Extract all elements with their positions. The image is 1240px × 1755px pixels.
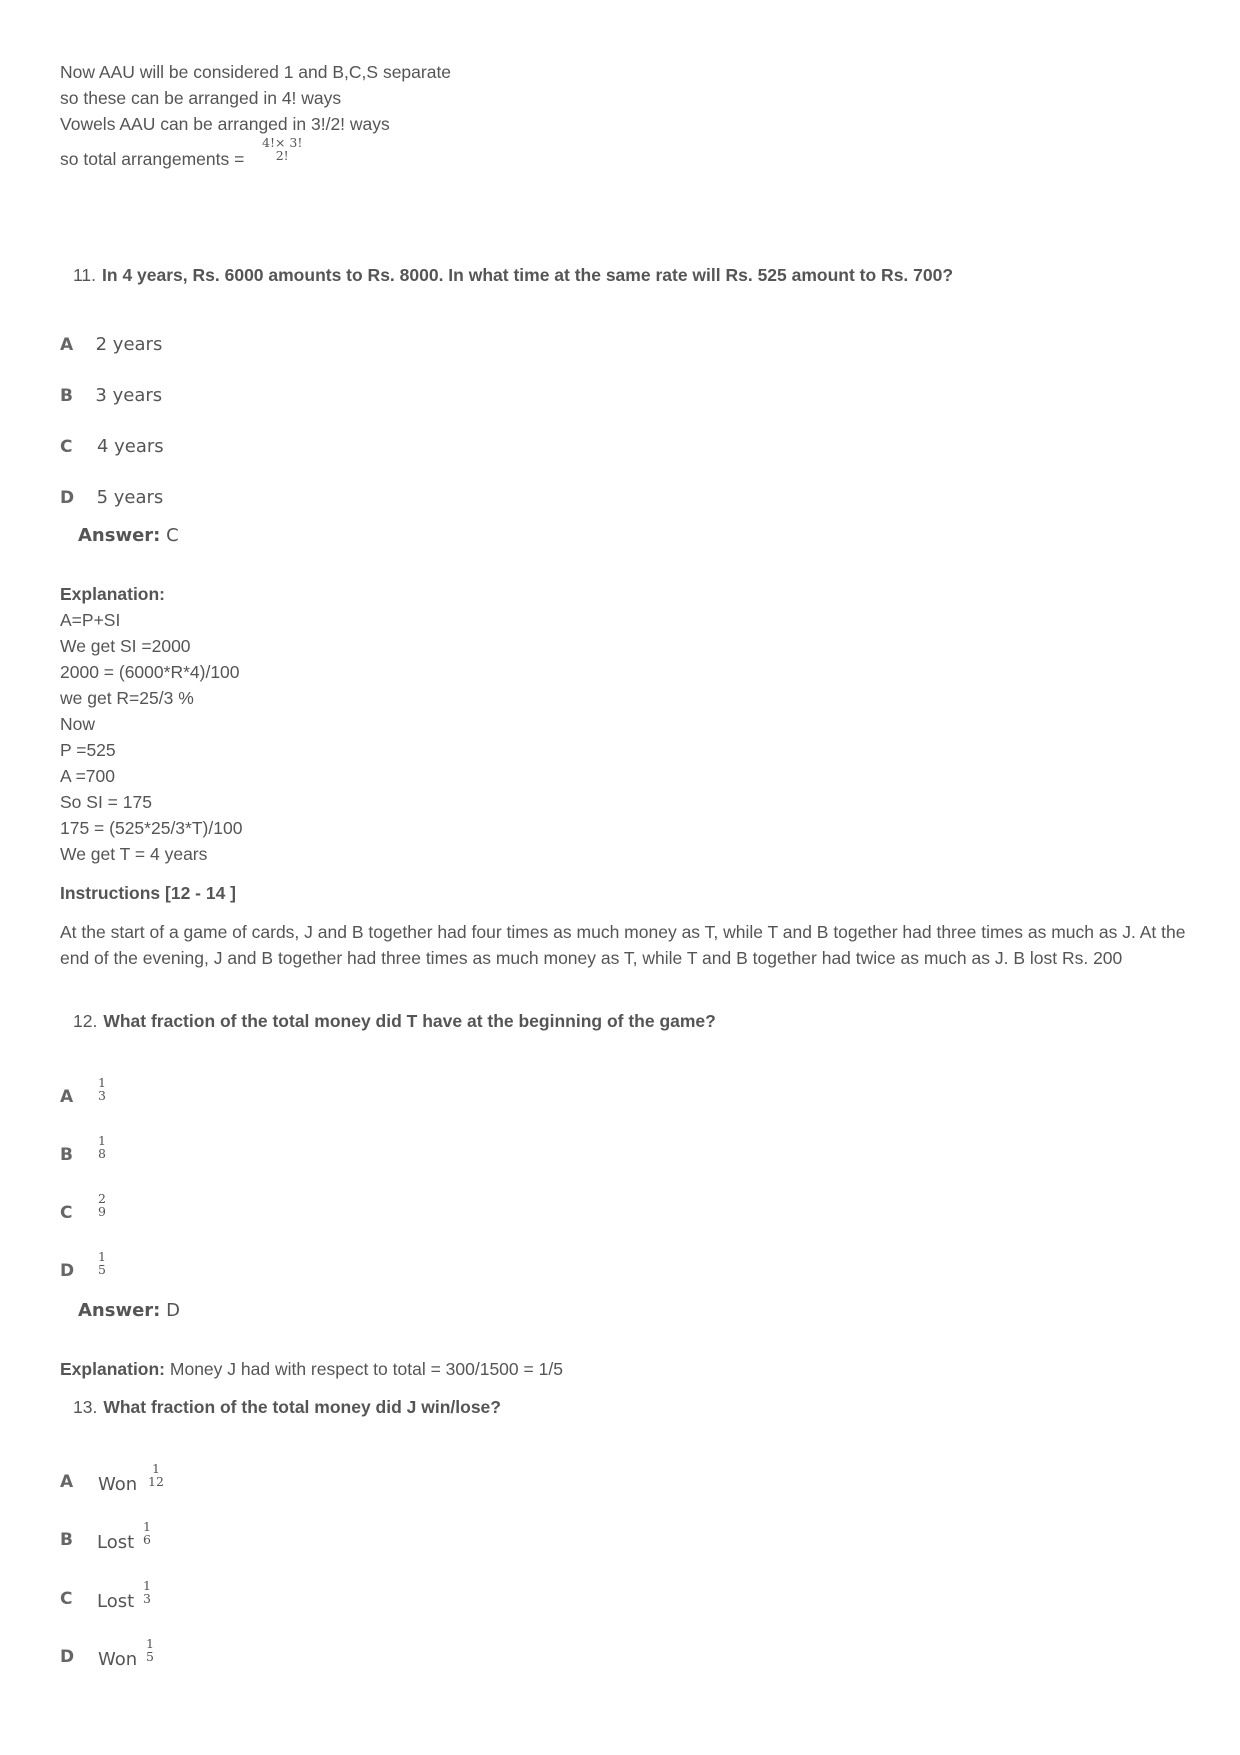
option-a[interactable] (60, 1087, 73, 1107)
question-number: 12. (73, 1011, 98, 1031)
fraction-denominator: 5 (146, 1649, 154, 1664)
question-11 (73, 265, 953, 286)
option-fraction (98, 1076, 106, 1102)
arrangements-fraction (262, 136, 302, 162)
explanation-text: Money J had with respect to total = 300/1500 = 1/5 (169, 1359, 563, 1379)
explanation-line: 175 = (525*25/3*T)/100 (60, 818, 243, 838)
option-fraction (143, 1520, 151, 1546)
question-number: 13. (73, 1397, 98, 1417)
explanation-line: P =525 (60, 740, 116, 760)
option-d[interactable] (60, 1647, 74, 1667)
answer-label: Answer: (78, 1300, 161, 1321)
fraction-numerator: 1 (143, 1519, 151, 1534)
option-b[interactable] (60, 1145, 73, 1165)
option-fraction (98, 1250, 106, 1276)
answer-value: C (166, 525, 179, 546)
instructions-text: At the start of a game of cards, J and B together had four times as much money as T, while T and B together had three times as much as J. At the end of the evening, J and B together had three times as much money as T, while T and B together had twice as much as J. B lost Rs. 200 (60, 922, 1186, 968)
fraction-numerator: 1 (151, 1461, 160, 1476)
question-text: In 4 years, Rs. 6000 amounts to Rs. 8000. In what time at the same rate will Rs. 525 amount to Rs. 700? (102, 265, 954, 285)
option-letter: B (60, 1530, 73, 1550)
option-text: 4 years (96, 436, 164, 457)
explanation-line: we get R=25/3 % (60, 688, 194, 708)
explanation-line: A =700 (60, 766, 115, 786)
explanation (60, 1358, 563, 1380)
option-d[interactable] (60, 487, 163, 508)
fraction-denominator: 5 (98, 1262, 106, 1277)
option-text: Lost (97, 1591, 135, 1612)
option-b[interactable] (60, 385, 162, 406)
option-fraction (148, 1462, 164, 1488)
fraction-numerator: 4!× 3! (262, 135, 303, 150)
question-text: What fraction of the total money did J win/lose? (103, 1397, 501, 1417)
fraction-denominator: 12 (148, 1474, 164, 1489)
option-text: Won (98, 1649, 138, 1670)
option-letter: A (60, 1472, 74, 1492)
intro-line: so total arrangements = (60, 149, 245, 169)
fraction-denominator: 9 (98, 1204, 106, 1219)
answer-value: D (166, 1300, 180, 1321)
question-number: 11. (73, 265, 97, 285)
option-letter: A (60, 335, 74, 355)
answer-line (78, 1300, 180, 1321)
option-fraction (146, 1637, 154, 1663)
question-13 (73, 1397, 501, 1418)
explanation-line: Now (60, 714, 96, 734)
option-letter: C (60, 1589, 73, 1609)
fraction-denominator: 8 (98, 1146, 106, 1161)
fraction-denominator: 3 (98, 1088, 106, 1103)
explanation-line: We get T = 4 years (60, 844, 208, 864)
explanation-line: 2000 = (6000*R*4)/100 (60, 662, 240, 682)
option-d[interactable] (60, 1261, 74, 1281)
option-c[interactable] (60, 1203, 72, 1223)
fraction-denominator: 6 (143, 1532, 151, 1547)
question-text: What fraction of the total money did T have at the beginning of the game? (103, 1011, 716, 1031)
option-c[interactable] (60, 436, 164, 457)
answer-line (78, 525, 179, 546)
option-letter: D (60, 1647, 75, 1667)
fraction-numerator: 1 (98, 1133, 106, 1148)
option-text: Lost (97, 1532, 135, 1553)
explanation-line: A=P+SI (60, 610, 121, 630)
option-fraction (98, 1134, 106, 1160)
option-letter: D (60, 1261, 75, 1281)
fraction-numerator: 1 (98, 1075, 106, 1090)
explanation-label: Explanation: (60, 1359, 166, 1379)
option-letter: B (60, 386, 73, 406)
option-text: Won (98, 1474, 138, 1495)
option-a[interactable] (60, 1472, 73, 1492)
option-letter: C (60, 1203, 73, 1223)
option-fraction (98, 1192, 106, 1218)
fraction-numerator: 2 (98, 1191, 106, 1206)
option-b[interactable] (60, 1530, 73, 1550)
fraction-numerator: 1 (98, 1249, 106, 1264)
answer-label: Answer: (78, 525, 161, 546)
instructions-title: Instructions [12 - 14 ] (60, 883, 237, 903)
fraction-denominator: 2! (275, 148, 289, 163)
option-letter: A (60, 1087, 74, 1107)
option-letter: C (60, 437, 73, 457)
fraction-numerator: 1 (146, 1636, 154, 1651)
intro-line: Vowels AAU can be arranged in 3!/2! ways (60, 114, 390, 134)
explanation-line: We get SI =2000 (60, 636, 191, 656)
option-text: 2 years (95, 334, 163, 355)
option-letter: B (60, 1145, 73, 1165)
fraction-denominator: 3 (143, 1591, 151, 1606)
question-12 (73, 1011, 716, 1032)
explanation-line: So SI = 175 (60, 792, 152, 812)
option-fraction (143, 1579, 151, 1605)
explanation-label: Explanation: (60, 584, 166, 604)
option-text: 5 years (96, 487, 164, 508)
option-text: 3 years (95, 385, 163, 406)
option-letter: D (60, 488, 75, 508)
intro-line: Now AAU will be considered 1 and B,C,S separate (60, 62, 452, 82)
option-a[interactable] (60, 334, 162, 355)
intro-line: so these can be arranged in 4! ways (60, 88, 342, 108)
fraction-numerator: 1 (143, 1578, 151, 1593)
option-c[interactable] (60, 1589, 72, 1609)
